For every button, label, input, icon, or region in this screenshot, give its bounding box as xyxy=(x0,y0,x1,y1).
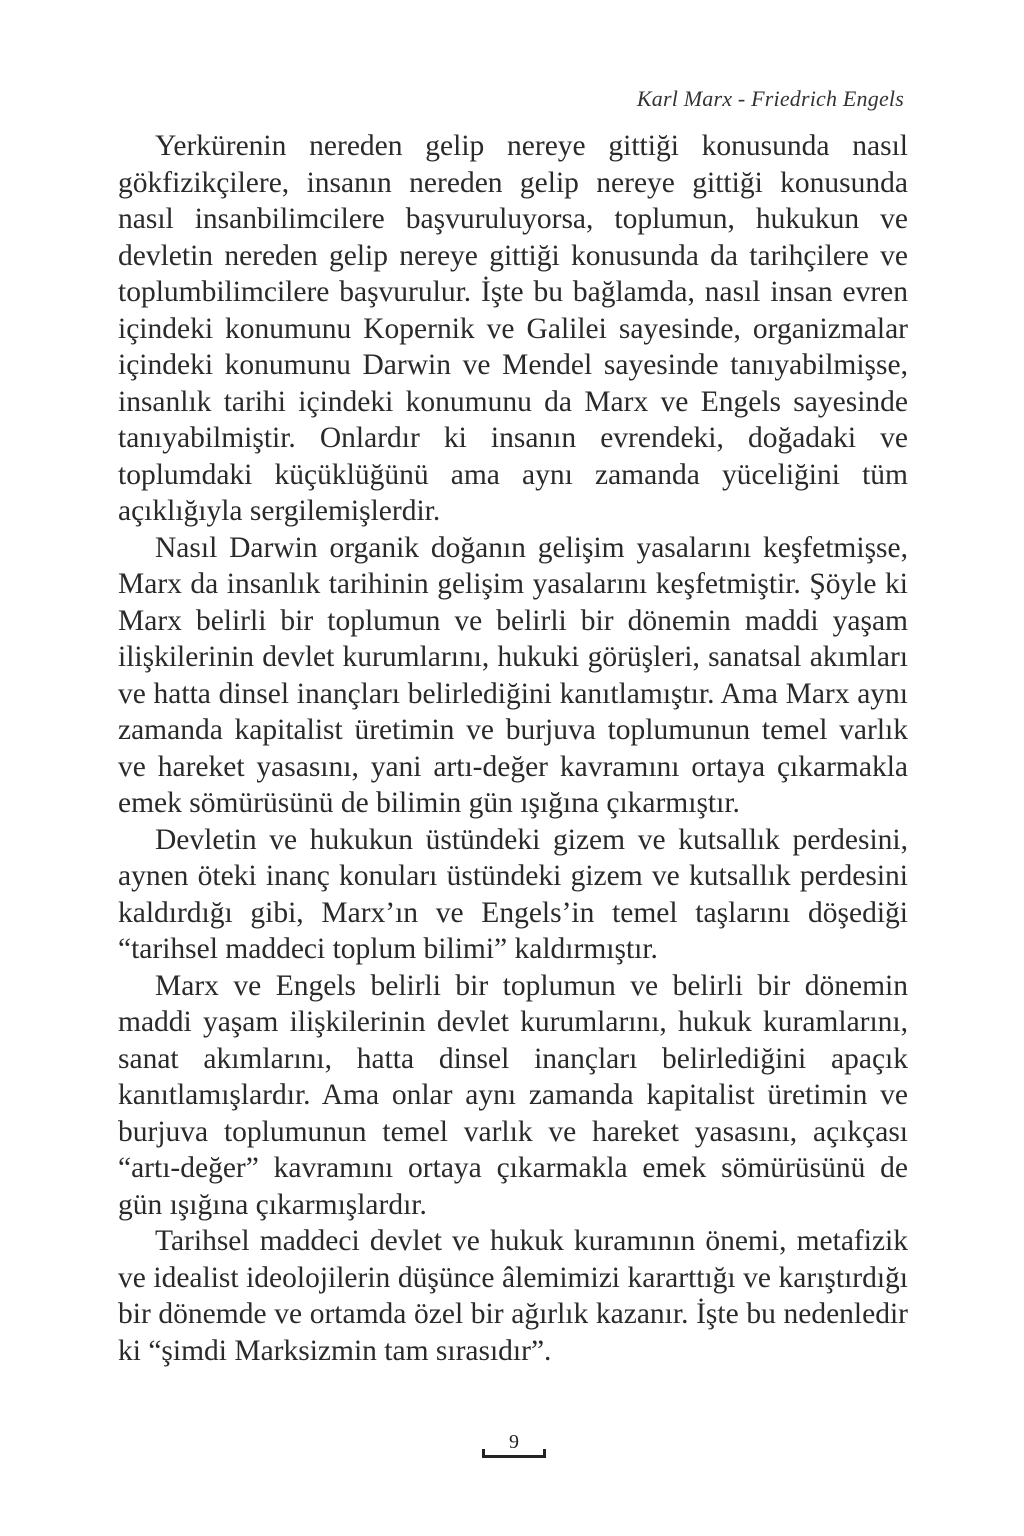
paragraph: Nasıl Darwin organik doğanın gelişim yasalarını keşfetmişse, Marx da insanlık tarihinin gelişim yasalarını keşfetmiştir. Şöyle ki Marx belirli bir toplumun ve belirli bir dönemin maddi yaşam ilişkilerinin devlet kurumlarını, hukuki görüşleri, sanatsal akımları ve hatta dinsel inançları belirlediğini kanıtlamıştır. Ama Marx aynı zamanda kapitalist üretimin ve burjuva toplumunun temel varlık ve hareket yasasını, yani artı-değer kavramını ortaya çıkarmakla emek sömürüsünü de bilimin gün ışığına çıkarmıştır. xyxy=(118,531,908,819)
paragraph: Tarihsel maddeci devlet ve hukuk kuramının önemi, metafizik ve idealist ideolojilerin düşünce âlemimizi kararttığı ve karıştırdığı bir dönemde ve ortamda özel bir ağırlık kazanır. İşte bu nedenledir ki “şimdi Marksizmin tam sırasıdır”. xyxy=(118,1225,908,1367)
folio-bracket-rule xyxy=(482,1455,546,1458)
body-text xyxy=(118,128,908,1369)
paragraph: Devletin ve hukukun üstündeki gizem ve kutsallık perdesini, aynen öteki inanç konuları üstündeki gizem ve kutsallık perdesini kaldırdığı gibi, Marx’ın ve Engels’in temel taşlarını döşediği “tarihsel maddeci toplum bilimi” kaldırmıştır. xyxy=(118,823,908,965)
page-number-folio xyxy=(482,1432,546,1458)
running-header: Karl Marx - Friedrich Engels xyxy=(636,86,904,111)
paragraph: Yerkürenin nereden gelip nereye gittiği konusunda nasıl gökfizikçilere, insanın nereden gelip nereye gittiği konusunda nasıl insanbilimcilere başvuruluyorsa, toplumun, hukukun ve devletin nereden gelip nereye gittiği konusunda da tarihçilere ve toplumbilimcilere başvurulur. İşte bu bağlamda, nasıl insan evren içindeki konumunu Kopernik ve Galilei sayesinde, organizmalar içindeki konumunu Darwin ve Mendel sayesinde tanıyabilmişse, insanlık tarihi içindeki konumunu da Marx ve Engels sayesinde tanıyabilmiştir. Onlardır ki insanın evrendeki, doğadaki ve toplumdaki küçüklüğünü ama aynı zamanda yüceliğini tüm açıklığıyla sergilemişlerdir. xyxy=(118,130,908,527)
paragraph: Marx ve Engels belirli bir toplumun ve belirli bir dönemin maddi yaşam ilişkilerinin devlet kurumlarını, hukuk kuramlarını, sanat akımlarını, hatta dinsel inançları belirlediğini apaçık kanıtlamışlardır. Ama onlar aynı zamanda kapitalist üretimin ve burjuva toplumunun temel varlık ve hareket yasasını, açıkçası “artı-değer” kavramını ortaya çıkarmakla emek sömürüsünü de gün ışığına çıkarmışlardır. xyxy=(118,969,908,1221)
page-number: 9 xyxy=(509,1431,519,1453)
